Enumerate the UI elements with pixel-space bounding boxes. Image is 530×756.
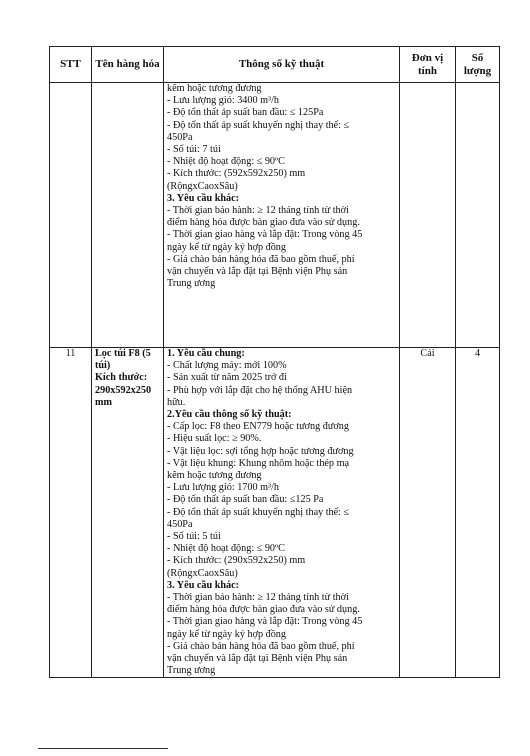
spec-line: vận chuyển và lắp đặt tại Bệnh viện Phụ sản xyxy=(167,653,348,665)
spec-line: - Độ tổn thất áp suất ban đầu: ≤125 Pa xyxy=(167,494,324,506)
unit-cell xyxy=(400,83,456,348)
spec-cell xyxy=(164,83,400,348)
spec-line: - Hiệu suất lọc: ≥ 90%. xyxy=(167,433,262,445)
header-name: Tên hàng hóa xyxy=(92,47,164,83)
spec-table xyxy=(49,46,500,678)
spec-line: - Kích thước: (592x592x250) mm xyxy=(167,168,306,180)
qty-cell xyxy=(456,83,500,348)
header-qty: Số lượng xyxy=(456,47,500,83)
spec-cell xyxy=(164,348,400,678)
spec-line: - Độ tổn thất áp suất ban đầu: ≤ 125Pa xyxy=(167,107,324,119)
name-cell xyxy=(92,83,164,348)
spec-line: 450Pa xyxy=(167,518,193,530)
spec-line: vận chuyển và lắp đặt tại Bệnh viện Phụ sản xyxy=(167,266,348,278)
spec-line: điểm hàng hóa được bàn giao đưa vào sử dụng. xyxy=(167,604,360,616)
spec-line: hữu. xyxy=(167,396,186,408)
item-name-line: 290x592x250 xyxy=(95,384,152,396)
header-unit: Đơn vị tính xyxy=(400,47,456,83)
item-name-line: Lọc túi F8 (5 xyxy=(95,348,151,359)
spec-line: - Độ tổn thất áp suất khuyến nghị thay thế: ≤ xyxy=(167,119,350,131)
qty-cell: 4 xyxy=(456,348,500,678)
header-stt: STT xyxy=(50,47,92,83)
spec-line: - Độ tổn thất áp suất khuyến nghị thay thế: ≤ xyxy=(167,506,350,518)
spec-line: 450Pa xyxy=(167,131,193,143)
spec-line: - Nhiệt độ hoạt động: ≤ 90ºC xyxy=(167,156,285,168)
spec-line: - Số túi: 7 túi xyxy=(167,144,221,156)
spec-line: - Số túi: 5 túi xyxy=(167,531,221,543)
spec-line: Trung ương xyxy=(167,665,216,677)
spec-line: - Nhiệt độ hoạt động: ≤ 90ºC xyxy=(167,543,285,555)
spec-line: - Thời gian bảo hành: ≥ 12 tháng tính từ thời xyxy=(167,592,349,604)
spec-line: - Giá chào bán hàng hóa đã bao gồm thuế, phí xyxy=(167,253,355,265)
spec-line: - Vật liệu lọc: sợi tổng hợp hoặc tương đương xyxy=(167,445,354,457)
spec-line: 3. Yêu cầu khác: xyxy=(167,579,240,591)
item-name-line: mm xyxy=(95,396,112,408)
spec-line: - Lưu lượng gió: 3400 m³/h xyxy=(167,95,280,107)
spec-line: kẽm hoặc tương đương xyxy=(167,470,262,482)
spec-line: - Lưu lượng gió: 1700 m³/h xyxy=(167,482,280,494)
spec-line: - Cấp lọc: F8 theo EN779 hoặc tương đương xyxy=(167,421,349,433)
footer-rule xyxy=(38,748,168,749)
item-name-cell xyxy=(92,348,164,678)
spec-line: 1. Yêu cầu chung: xyxy=(167,348,245,359)
header-row xyxy=(50,47,500,83)
spec-line: - Thời gian giao hàng và lắp đặt: Trong vòng 45 xyxy=(167,616,363,628)
spec-line: - Phù hợp với lắp đặt cho hệ thống AHU hiện xyxy=(167,384,353,396)
spec-line: - Thời gian bảo hành: ≥ 12 tháng tính từ thời xyxy=(167,205,349,217)
table-row xyxy=(50,83,500,348)
item-name-line: Kích thước: xyxy=(95,372,148,384)
spec-line: - Vật liệu khung: Khung nhôm hoặc thép mạ xyxy=(167,457,350,469)
unit-cell: Cái xyxy=(400,348,456,678)
spec-line: 2.Yêu cầu thông số kỹ thuật: xyxy=(167,409,292,421)
spec-line: - Sản xuất từ năm 2025 trở đi xyxy=(167,372,287,384)
spec-line: - Kích thước: (290x592x250) mm xyxy=(167,555,306,567)
spec-line: ngày kể từ ngày ký hợp đồng xyxy=(167,628,286,640)
table-row xyxy=(50,348,500,678)
spec-line: - Chất lượng máy: mới 100% xyxy=(167,360,287,372)
spec-line: - Giá chào bán hàng hóa đã bao gồm thuế, phí xyxy=(167,640,355,652)
spec-line: - Thời gian giao hàng và lắp đặt: Trong vòng 45 xyxy=(167,229,363,241)
item-name-line: túi) xyxy=(95,360,111,372)
spec-line: (RộngxCaoxSâu) xyxy=(167,567,238,579)
spec-line: điểm hàng hóa được bàn giao đưa vào sử dụng. xyxy=(167,217,360,229)
spec-line: 3. Yêu cầu khác: xyxy=(167,192,240,204)
spec-line: ngày kể từ ngày ký hợp đồng xyxy=(167,241,286,253)
header-spec: Thông số kỹ thuật xyxy=(164,47,400,83)
spec-line: (RộngxCaoxSâu) xyxy=(167,180,238,192)
spec-line: Trung ương xyxy=(167,278,216,290)
stt-cell: 11 xyxy=(50,348,92,678)
stt-cell xyxy=(50,83,92,348)
spec-line: kẽm hoặc tương đương xyxy=(167,83,262,94)
